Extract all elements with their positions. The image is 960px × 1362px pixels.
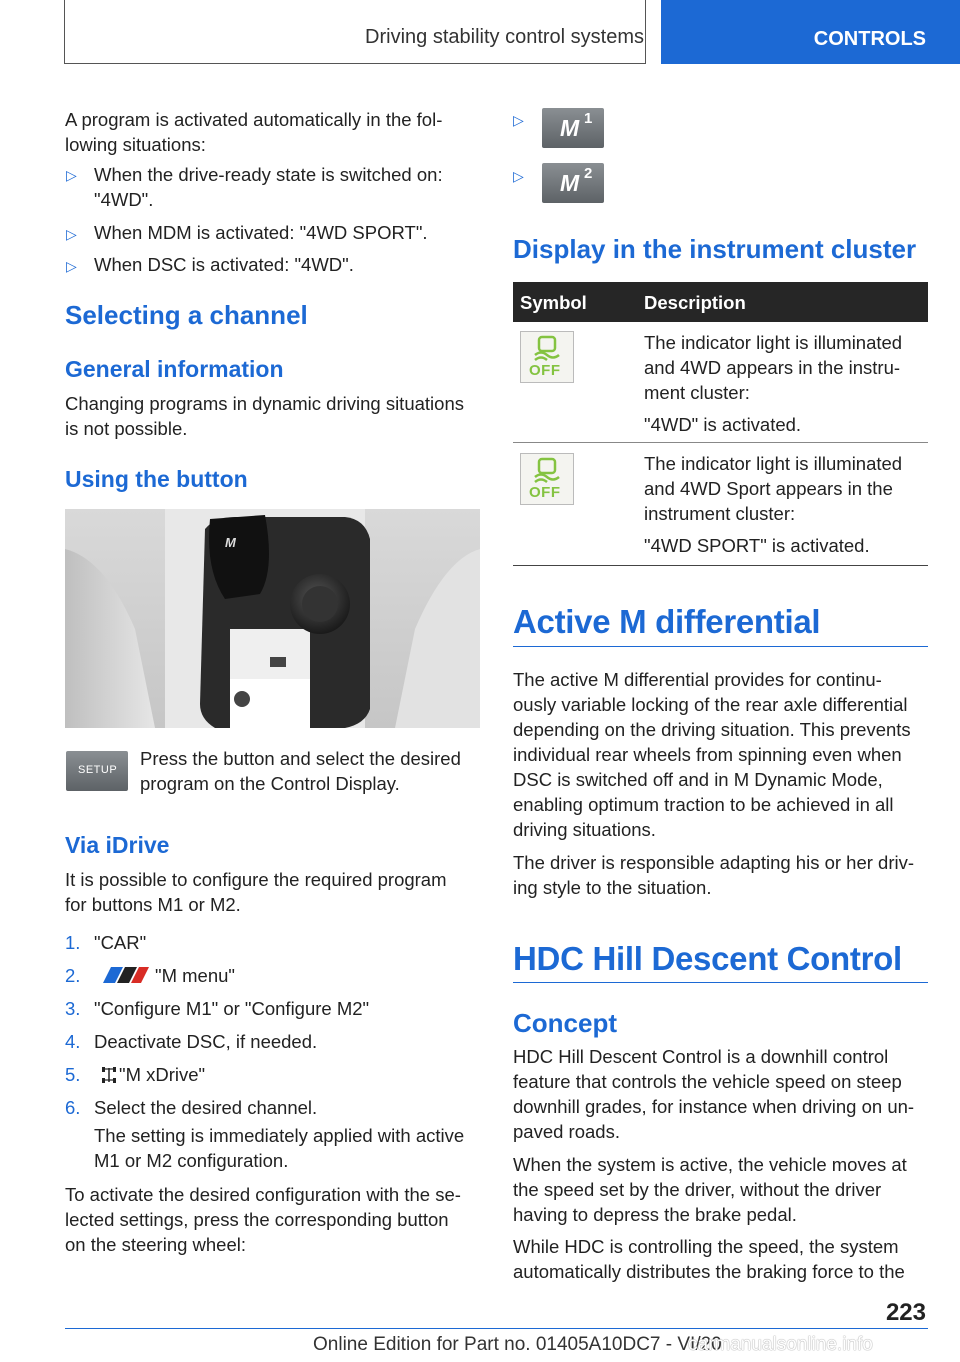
step-text: "M xDrive" — [119, 1064, 206, 1085]
m-stripes-icon — [101, 967, 149, 983]
m1-button-icon: M 1 — [542, 108, 604, 148]
step-text: Select the desired channel. — [94, 1097, 318, 1118]
m2-button-icon: M 2 — [542, 163, 604, 203]
footer-rule — [65, 1328, 928, 1329]
list-item: When the drive-ready state is switched on: "4WD". — [94, 164, 443, 210]
bullet-triangle-icon: ▷ — [66, 226, 77, 242]
concept-text-2: When the system is active, the vehicle moves at the speed set by the driver, without the driver having to depress the brake pedal. — [513, 1154, 907, 1225]
table-bottom-rule — [513, 565, 928, 566]
watermark-text: carmanualsonline.info — [688, 1334, 873, 1355]
heading-concept: Concept — [513, 1008, 617, 1038]
heading-hdc: HDC Hill Descent Control — [513, 940, 902, 977]
bullet-triangle-icon: ▷ — [66, 258, 77, 274]
heading-underline — [513, 982, 928, 983]
center-console-photo — [65, 509, 480, 728]
list-item: When DSC is activated: "4WD". — [94, 254, 354, 275]
concept-text: HDC Hill Descent Control is a downhill control feature that controls the vehicle speed on steep downhill grades, for instance when driving on un- paved roads. — [513, 1046, 915, 1142]
step-text: Deactivate DSC, if needed. — [94, 1031, 318, 1052]
page-number: 223 — [885, 1299, 926, 1326]
heading-display-instrument-cluster: Display in the instrument cluster — [513, 234, 917, 264]
edition-text: Online Edition for Part no. 01405A10DC7 - VI/20 — [313, 1334, 722, 1355]
step-text: "CAR" — [94, 932, 147, 953]
bullet-triangle-icon: ▷ — [513, 168, 524, 184]
active-m-text: The active M differential provides for continu- ously variable locking of the rear axle differential depending on the driving situation. This prevents individual rear wheels from spinning even when DSC is switched off and in M Dynamic Mode, enabling optimum traction to be achieved in all driving situations. — [513, 669, 911, 840]
table-header: Symbol Description — [513, 282, 928, 322]
heading-selecting-channel: Selecting a channel — [65, 300, 308, 330]
active-m-text-2: The driver is responsible adapting his or her driv- ing style to the situation. — [513, 852, 915, 898]
intro-text: A program is activated automatically in the fol- lowing situations: — [65, 109, 443, 155]
heading-active-m-differential: Active M differential — [513, 603, 821, 640]
idrive-text: It is possible to configure the required program for buttons M1 or M2. — [65, 869, 447, 915]
general-text: Changing programs in dynamic driving situations is not possible. — [65, 393, 464, 439]
bullet-triangle-icon: ▷ — [66, 167, 77, 183]
setup-instruction: Press the button and select the desired program on the Control Display. — [140, 748, 461, 794]
heading-general-information: General information — [65, 356, 284, 382]
steps-list: 1. "CAR" 2. "M menu" 3. "Configure M1" or "Configure M2" 4. Deactivate DSC, if needed. 5. "M xDrive" 6. Select the desired channel. — [65, 932, 370, 1118]
chapter-tab[interactable]: CONTROLS — [661, 0, 960, 64]
svg-text:M: M — [225, 535, 236, 550]
step6-detail: The setting is immediately applied with active M1 or M2 configuration. — [94, 1125, 465, 1171]
step-text: "M menu" — [155, 965, 235, 986]
bullet-triangle-icon: ▷ — [513, 112, 524, 128]
concept-text-3: While HDC is controlling the speed, the system automatically distributes the braking force to the — [513, 1236, 905, 1282]
heading-using-button: Using the button — [65, 466, 248, 492]
heading-via-idrive: Via iDrive — [65, 832, 170, 858]
table-row-description: The indicator light is illuminated and 4WD appears in the instru- ment cluster: "4WD" is activated. — [644, 332, 903, 435]
table-row-description: The indicator light is illuminated and 4WD Sport appears in the instrument cluster: "4WD SPORT" is activated. — [644, 453, 903, 556]
list-item: When MDM is activated: "4WD SPORT". — [94, 222, 428, 243]
section-title: Driving stability control systems — [365, 26, 644, 48]
outro-text: To activate the desired configuration with the se- lected settings, press the corresponding button on the steering wheel: — [65, 1184, 461, 1255]
heading-underline — [513, 646, 928, 647]
4wd-indicator-icon: OFF — [520, 331, 574, 383]
xdrive-icon — [101, 1065, 117, 1085]
table-divider — [513, 442, 928, 443]
setup-button-icon: SETUP — [66, 751, 128, 791]
4wd-sport-indicator-icon: OFF — [520, 453, 574, 505]
step-text: "Configure M1" or "Configure M2" — [94, 998, 370, 1019]
